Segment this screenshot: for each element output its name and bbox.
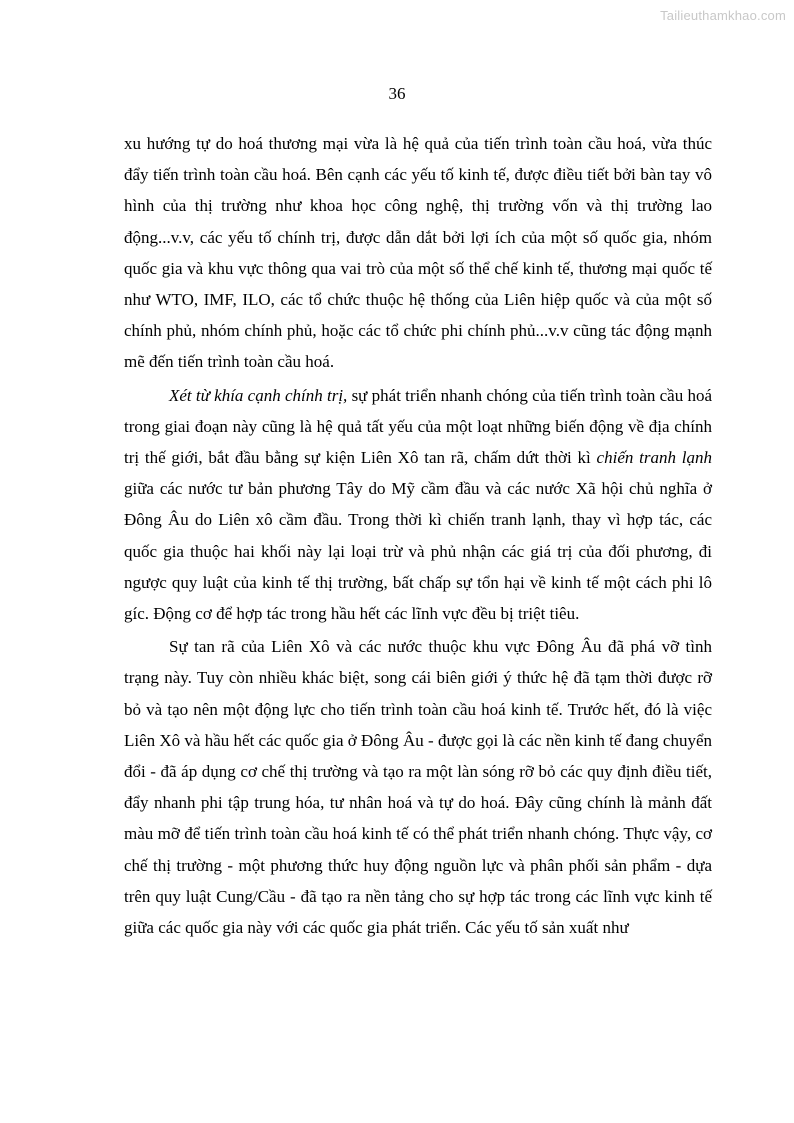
- paragraph-2-italic-lead: Xét từ khía cạnh chính trị,: [169, 385, 348, 405]
- paragraph-1: xu hướng tự do hoá thương mại vừa là hệ quả của tiến trình toàn cầu hoá, vừa thúc đẩy tiến trình toàn cầu hoá. Bên cạnh các yếu tố kinh tế, được điều tiết bởi bàn tay vô hình của thị trường như khoa học công nghệ, thị trường vốn và thị trường lao động...v.v, các yếu tố chính trị, được dẫn dắt bởi lợi ích của một số quốc gia, nhóm quốc gia và khu vực thông qua vai trò của một số thể chế kinh tế, thương mại quốc tế như WTO, IMF, ILO, các tổ chức thuộc hệ thống của Liên hiệp quốc và của một số chính phủ, nhóm chính phủ, hoặc các tổ chức phi chính phủ...v.v cũng tác động mạnh mẽ đến tiến trình toàn cầu hoá.: [124, 134, 712, 372]
- paragraph-2-text-a: sự phát triển nhanh chóng của tiến trình toàn cầu hoá trong giai đoạn này cũng là hệ quả tất yếu của một loạt những biến động về địa chính trị thế giới, bắt đầu bằng sự kiện Liên Xô tan rã, chấm dứt thời kì: [124, 385, 713, 468]
- paragraph-2-italic-term: chiến tranh lạnh: [596, 448, 712, 468]
- paragraph-2: [124, 380, 712, 630]
- body-text: [124, 128, 712, 943]
- watermark: Tailieuthamkhao.com: [660, 8, 786, 23]
- page-number: 36: [388, 84, 406, 103]
- paragraph-2-text-b: giữa các nước tư bản phương Tây do Mỹ cầm đầu và các nước Xã hội chủ nghĩa ở Đông Âu do Liên xô cầm đầu. Trong thời kì chiến tranh lạnh, thay vì hợp tác, các quốc gia thuộc hai khối này lại loại trừ và phủ nhận các giá trị của đối phương, đi ngược quy luật của kinh tế thị trường, bất chấp sự tổn hại về kinh tế một cách phi lô gíc. Động cơ để hợp tác trong hầu hết các lĩnh vực đều bị triệt tiêu.: [124, 479, 712, 624]
- paragraph-3: Sự tan rã của Liên Xô và các nước thuộc khu vực Đông Âu đã phá vỡ tình trạng này. Tuy còn nhiều khác biệt, song cái biên giới ý thức hệ đã tạm thời được rỡ bỏ và tạo nên một động lực cho tiến trình toàn cầu hoá kinh tế. Trước hết, đó là việc Liên Xô và hầu hết các quốc gia ở Đông Âu - được gọi là các nền kinh tế đang chuyển đổi - đã áp dụng cơ chế thị trường và tạo ra một làn sóng rỡ bỏ các quy định điều tiết, đẩy nhanh phi tập trung hóa, tư nhân hoá và tự do hoá. Đây cũng chính là mảnh đất màu mỡ để tiến trình toàn cầu hoá kinh tế có thể phát triển nhanh chóng. Thực vậy, cơ chế thị trường - một phương thức huy động nguồn lực và phân phối sản phẩm - dựa trên quy luật Cung/Cầu - đã tạo ra nền tảng cho sự hợp tác trong các lĩnh vực kinh tế giữa các quốc gia này với các quốc gia phát triển. Các yếu tố sản xuất như: [124, 637, 712, 938]
